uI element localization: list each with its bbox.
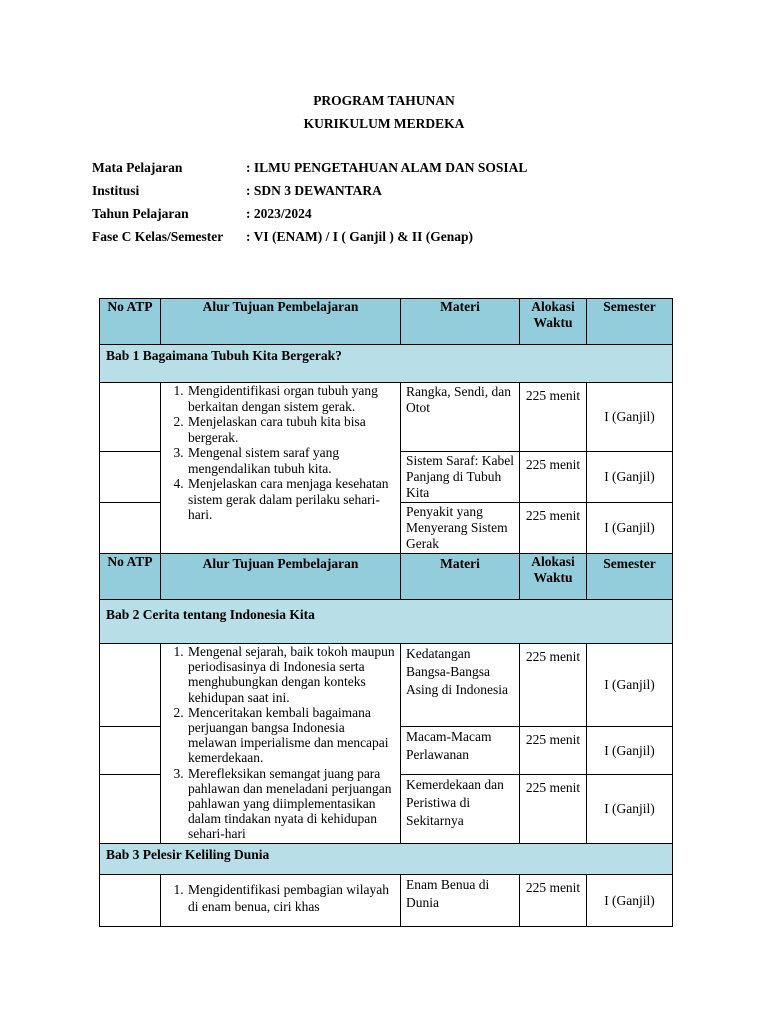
header-no-atp: No ATP (100, 554, 161, 600)
table-row (100, 875, 673, 927)
materi-cell: Kemerdekaan dan Peristiwa di Sekitarnya (401, 775, 520, 844)
semester-cell: I (Ganjil) (587, 383, 673, 452)
header-semester: Semester (587, 554, 673, 600)
bab-title: Bab 1 Bagaimana Tubuh Kita Bergerak? (100, 345, 673, 383)
no-atp-cell (100, 644, 161, 727)
tujuan-item: 1. Mengenal sejarah, baik tokoh maupun periodisasinya di Indonesia serta menghubungkan dengan konteks kehidupan saat ini. (187, 644, 396, 705)
bab-row (100, 600, 673, 644)
materi-cell: Enam Benua di Dunia (401, 875, 520, 927)
info-label-mata-pelajaran: Mata Pelajaran (92, 160, 183, 175)
alokasi-cell: 225 menit (520, 775, 587, 844)
header-alur-tujuan: Alur Tujuan Pembelajaran (161, 554, 401, 600)
semester-cell: I (Ganjil) (587, 452, 673, 503)
semester-cell: I (Ganjil) (587, 875, 673, 927)
bab-row (100, 844, 673, 875)
tujuan-item: 4. Menjelaskan cara menjaga kesehatan sistem gerak dalam perilaku sehari-hari. (187, 476, 396, 523)
alokasi-cell: 225 menit (520, 383, 587, 452)
alokasi-cell: 225 menit (520, 875, 587, 927)
header-alur-tujuan: Alur Tujuan Pembelajaran (161, 299, 401, 345)
tujuan-list (161, 644, 400, 842)
table-row (100, 383, 673, 452)
tujuan-item: 1. Mengidentifikasi organ tubuh yang berkaitan dengan sistem gerak. (187, 383, 396, 414)
info-value-institusi: : SDN 3 DEWANTARA (246, 183, 382, 198)
no-atp-cell (100, 383, 161, 452)
no-atp-cell (100, 727, 161, 775)
table-row (100, 644, 673, 727)
tujuan-item: 3. Mengenal sistem saraf yang mengendalikan tubuh kita. (187, 445, 396, 476)
atp-table (99, 298, 673, 927)
semester-cell: I (Ganjil) (587, 503, 673, 554)
info-value-fase-kelas-semester: : VI (ENAM) / I ( Ganjil ) & II (Genap) (246, 229, 473, 244)
bab-title: Bab 2 Cerita tentang Indonesia Kita (100, 600, 673, 644)
info-label-fase-kelas-semester: Fase C Kelas/Semester (92, 229, 224, 244)
materi-cell: Penyakit yang Menyerang Sistem Gerak (401, 503, 520, 554)
header-alokasi-waktu: Alokasi Waktu (520, 299, 587, 345)
tujuan-list (161, 383, 400, 523)
header-materi: Materi (401, 299, 520, 345)
tujuan-item: 1. Mengidentifikasi pembagian wilayah di enam benua, ciri khas (187, 881, 396, 915)
tujuan-list (161, 881, 400, 915)
header-materi: Materi (401, 554, 520, 600)
no-atp-cell (100, 775, 161, 844)
materi-cell: Macam-Macam Perlawanan (401, 727, 520, 775)
header-semester: Semester (587, 299, 673, 345)
materi-cell: Sistem Saraf: Kabel Panjang di Tubuh Kita (401, 452, 520, 503)
document-subtitle: KURIKULUM MERDEKA (303, 116, 465, 131)
tujuan-item: 3. Merefleksikan semangat juang para pahlawan dan meneladani perjuangan pahlawan yang diimplementasikan dalam tindakan nyata di kehidupan sehari-hari (187, 766, 396, 842)
tujuan-cell (161, 875, 401, 927)
tujuan-cell (161, 644, 401, 844)
materi-cell: Rangka, Sendi, dan Otot (401, 383, 520, 452)
alokasi-cell: 225 menit (520, 644, 587, 727)
info-label-institusi: Institusi (92, 183, 140, 198)
alokasi-cell: 225 menit (520, 452, 587, 503)
document-title: PROGRAM TAHUNAN (313, 93, 455, 108)
table-header-row (100, 554, 673, 600)
info-value-mata-pelajaran: : ILMU PENGETAHUAN ALAM DAN SOSIAL (246, 160, 528, 175)
bab-title: Bab 3 Pelesir Keliling Dunia (100, 844, 673, 875)
tujuan-item: 2. Menjelaskan cara tubuh kita bisa bergerak. (187, 414, 396, 445)
bab-row (100, 345, 673, 383)
semester-cell: I (Ganjil) (587, 727, 673, 775)
semester-cell: I (Ganjil) (587, 775, 673, 844)
tujuan-cell (161, 383, 401, 554)
info-value-tahun-pelajaran: : 2023/2024 (246, 206, 312, 221)
semester-cell: I (Ganjil) (587, 644, 673, 727)
no-atp-cell (100, 452, 161, 503)
header-alokasi-waktu: Alokasi Waktu (520, 554, 587, 600)
materi-cell: Kedatangan Bangsa-Bangsa Asing di Indonesia (401, 644, 520, 727)
table-header-row (100, 299, 673, 345)
no-atp-cell (100, 503, 161, 554)
info-label-tahun-pelajaran: Tahun Pelajaran (92, 206, 189, 221)
header-no-atp: No ATP (100, 299, 161, 345)
tujuan-item: 2. Menceritakan kembali bagaimana perjuangan bangsa Indonesia melawan imperialisme dan mencapai kemerdekaan. (187, 705, 396, 766)
no-atp-cell (100, 875, 161, 927)
alokasi-cell: 225 menit (520, 727, 587, 775)
alokasi-cell: 225 menit (520, 503, 587, 554)
